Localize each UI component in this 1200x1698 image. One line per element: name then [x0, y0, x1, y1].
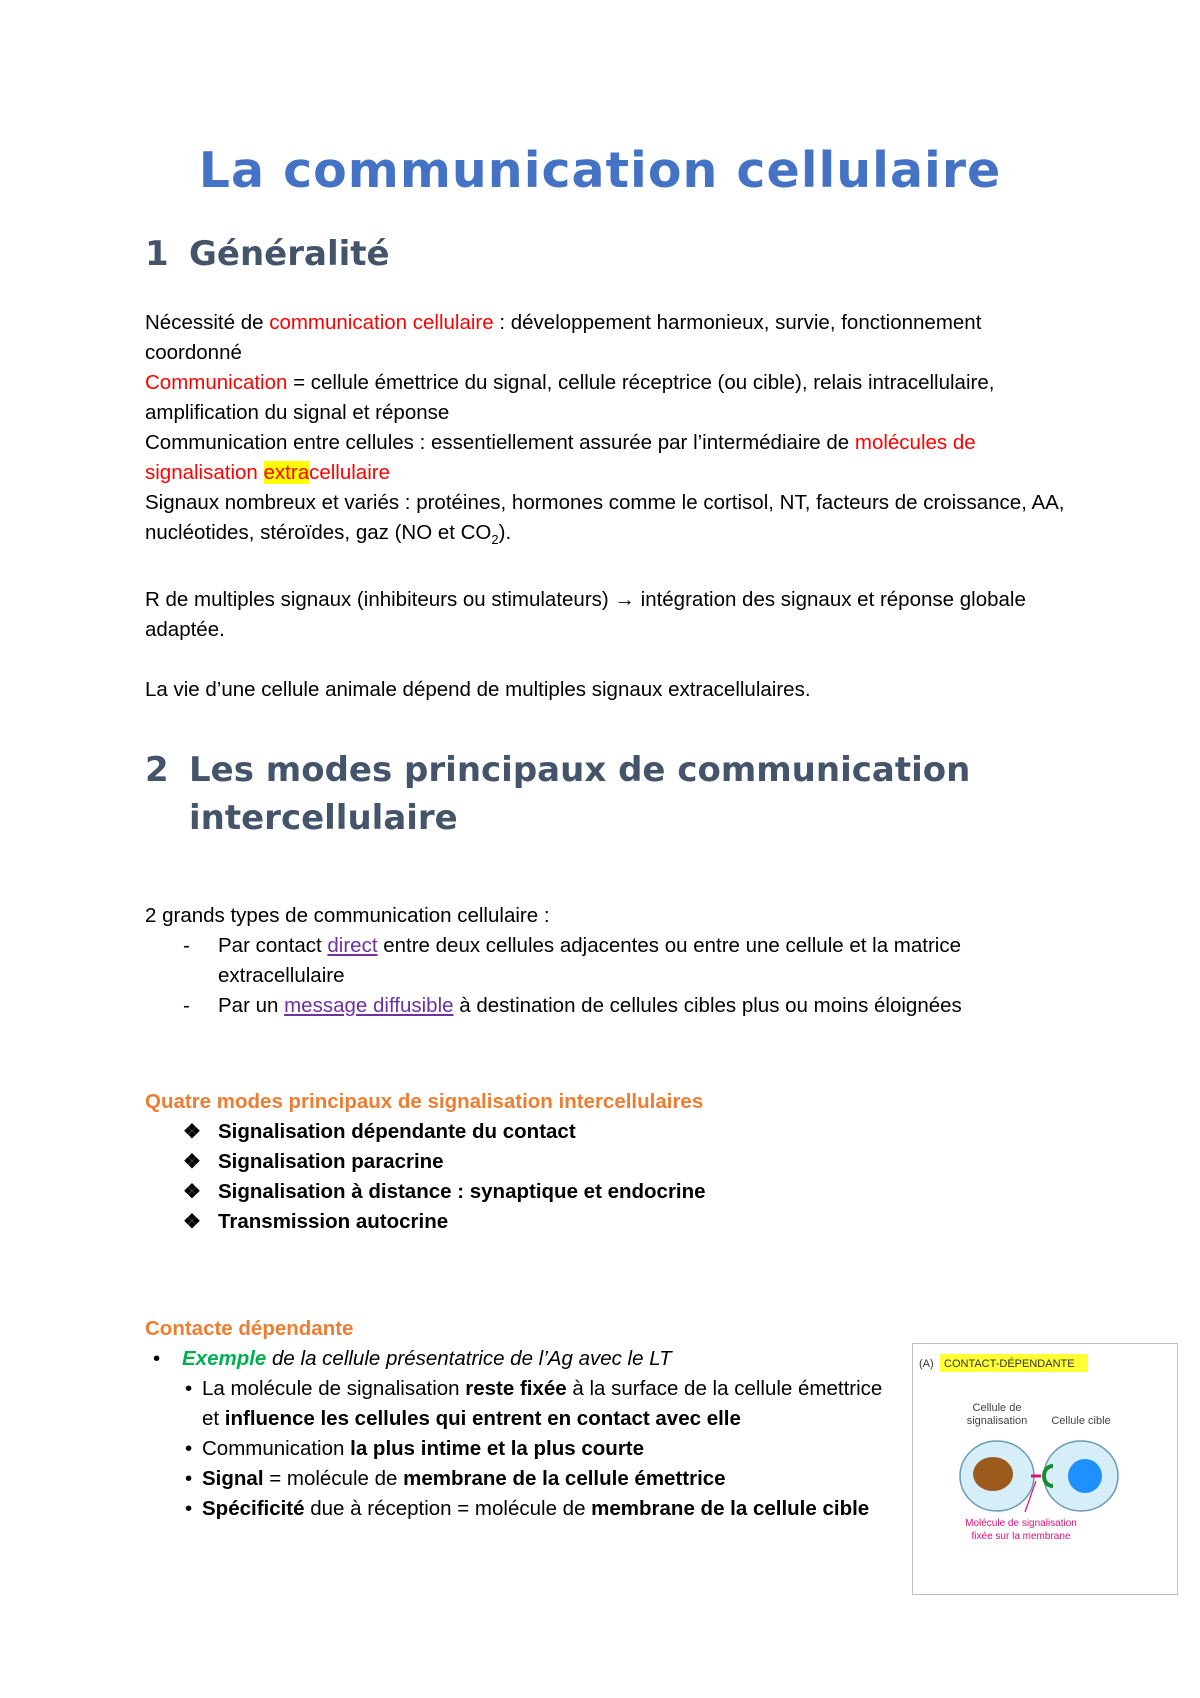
paragraph-signals: Signaux nombreux et variés : protéines, hormones comme le cortisol, NT, facteurs de croissance, AA, nucléotides, stéroïdes, gaz (NO et $CO_2$).: [145, 491, 1065, 548]
keyword-communication: Communication: [145, 371, 288, 394]
panel-label: (A): [919, 1358, 934, 1370]
paragraph-between-cells: Communication entre cellules : essentiellement assurée par l’intermédiaire de molécules de signalisation extracellulaire: [145, 431, 976, 484]
paragraph-communication-definition: Communication = cellule émettrice du signal, cellule réceptrice (ou cible), relais intracellulaire, amplification du signal et réponse: [145, 371, 995, 424]
modes-heading: Quatre modes principaux de signalisation intercellulaires: [145, 1090, 704, 1113]
keyword-communication-cellulaire: communication cellulaire: [269, 311, 494, 334]
modes-list: [145, 1117, 1075, 1237]
example-item: • Exemple de la cellule présentatrice de l’Ag avec le LT: [145, 1344, 885, 1374]
diamond-bullet-icon: ❖: [183, 1121, 201, 1143]
list-item: • Signal = molécule de membrane de la cellule émettrice: [145, 1464, 885, 1494]
bullet-icon: •: [185, 1467, 193, 1490]
caption-line1: Molécule de signalisation: [965, 1518, 1077, 1529]
example-label: Exemple: [182, 1347, 267, 1370]
label-signalling-cell-line1: Cellule de: [972, 1402, 1022, 1414]
panel-title: CONTACT-DÉPENDANTE: [944, 1358, 1075, 1370]
contact-dependent-diagram: [913, 1344, 1177, 1594]
bullet-icon: •: [153, 1347, 161, 1370]
paragraph-two-types: 2 grands types de communication cellulaire :: [145, 904, 550, 927]
list-item: - Par un message diffusible à destination de cellules cibles plus ou moins éloignées: [145, 991, 1075, 1021]
target-cell-nucleus: [1068, 1459, 1102, 1493]
section-1-number: 1: [145, 234, 169, 274]
bullet-icon: •: [185, 1377, 193, 1400]
paragraph-necessity: Nécessité de communication cellulaire : développement harmonieux, survie, fonctionnement coordonné: [145, 311, 982, 364]
bullet-icon: •: [185, 1437, 193, 1460]
section-2-title-line2: intercellulaire: [189, 798, 458, 838]
contact-section: [145, 1314, 885, 1524]
arrow-right-icon: →: [614, 588, 635, 612]
list-item: • Communication la plus intime et la plus courte: [145, 1434, 885, 1464]
link-message-diffusible[interactable]: message diffusible: [284, 994, 454, 1017]
contact-heading: Contacte dépendante: [145, 1317, 354, 1340]
signalling-cell-nucleus: [973, 1457, 1013, 1491]
label-signalling-cell-line2: signalisation: [966, 1415, 1028, 1427]
diamond-bullet-icon: ❖: [183, 1181, 201, 1203]
keyword-molecules: molécules de signalisation: [145, 431, 976, 484]
section-1-body: [145, 308, 1075, 705]
bullet-icon: •: [185, 1497, 193, 1520]
highlighted-extra: extra: [263, 461, 310, 484]
list-item: • Spécificité due à réception = molécule de membrane de la cellule cible: [145, 1494, 885, 1524]
list-item: ❖ Signalisation paracrine: [145, 1147, 1075, 1177]
link-direct[interactable]: direct: [327, 934, 378, 957]
paragraph-animal-cell: La vie d’une cellule animale dépend de multiples signaux extracellulaires.: [145, 678, 811, 702]
contact-dependent-figure: [912, 1343, 1178, 1595]
list-item: - Par contact direct entre deux cellules adjacentes ou entre une cellule et la matrice extracellulaire: [145, 931, 1075, 991]
diamond-bullet-icon: ❖: [183, 1211, 201, 1233]
caption-line2: fixée sur la membrane: [971, 1531, 1071, 1542]
diamond-bullet-icon: ❖: [183, 1151, 201, 1173]
list-item: ❖ Transmission autocrine: [145, 1207, 1075, 1237]
section-2-title-line1: Les modes principaux de communication: [189, 750, 971, 790]
list-item: ❖ Signalisation dépendante du contact: [145, 1117, 1075, 1147]
label-target-cell: Cellule cible: [1051, 1415, 1111, 1427]
section-1-title: Généralité: [189, 234, 390, 274]
paragraph-integration: R de multiples signaux (inhibiteurs ou stimulateurs) → intégration des signaux et réponse globale adaptée.: [145, 588, 1026, 642]
section-2-body: [145, 901, 1075, 1237]
section-2-heading: [145, 746, 970, 842]
section-2-number: 2: [145, 750, 169, 790]
list-item: ❖ Signalisation à distance : synaptique et endocrine: [145, 1177, 1075, 1207]
section-1-heading: [145, 230, 390, 278]
list-item: • La molécule de signalisation reste fixée à la surface de la cellule émettrice et influence les cellules qui entrent en contact avec elle: [145, 1374, 885, 1434]
types-list: [145, 931, 1075, 1021]
page-title: La communication cellulaire: [198, 142, 1002, 199]
